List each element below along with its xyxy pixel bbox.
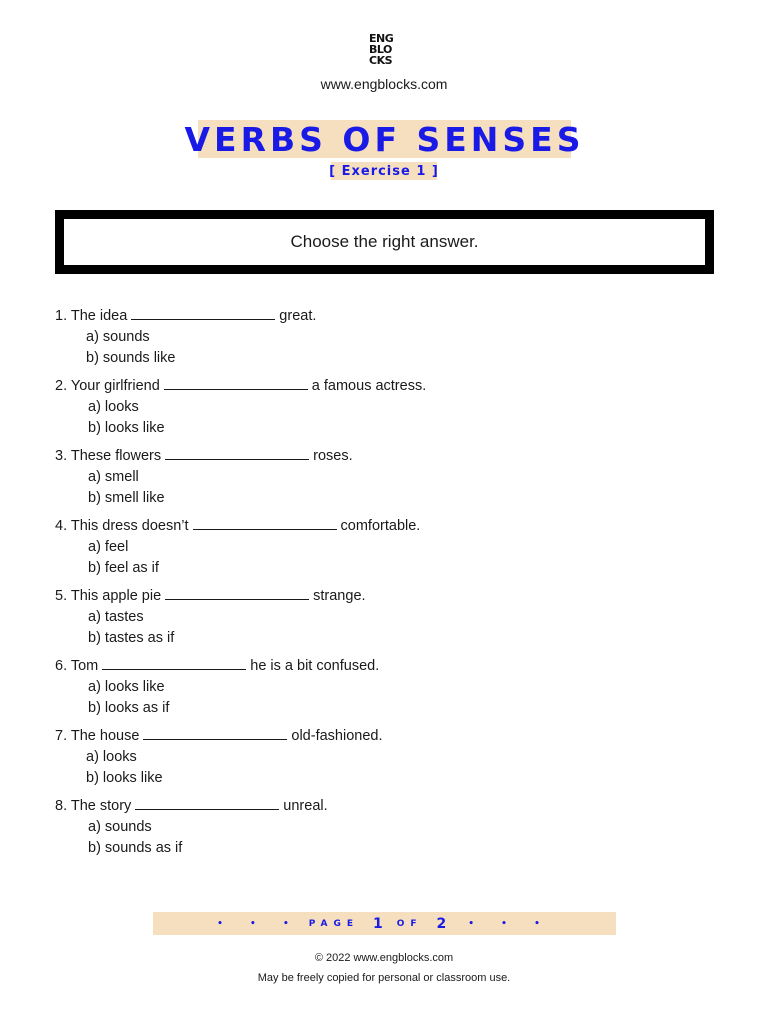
option-b: b) looks as if <box>88 700 170 716</box>
answer-blank <box>165 586 309 600</box>
option-b: b) feel as if <box>88 560 159 576</box>
option-a: a) sounds <box>86 329 150 345</box>
logo-line-1: ENG <box>369 32 394 45</box>
option-b: b) looks like <box>88 420 165 436</box>
question-8 <box>55 796 715 866</box>
question-text: 2. Your girlfriend <box>55 378 160 394</box>
answer-blank <box>143 726 287 740</box>
answer-blank <box>193 516 337 530</box>
question-5 <box>55 586 715 656</box>
page-title: VERBS OF SENSES <box>184 119 585 159</box>
question-text: 1. The idea <box>55 308 128 324</box>
question-text-end: roses. <box>313 448 353 464</box>
question-text: 8. The story <box>55 798 132 814</box>
question-3 <box>55 446 715 516</box>
page-dots-left: • • • <box>217 918 301 929</box>
question-text-end: he is a bit confused. <box>250 658 380 674</box>
option-b: b) sounds like <box>86 350 176 366</box>
question-list <box>55 306 715 866</box>
option-a: a) sounds <box>88 819 152 835</box>
question-text: 4. This dress doesn’t <box>55 518 189 534</box>
page-dots-right: • • • <box>468 918 552 929</box>
option-a: a) looks like <box>88 679 165 695</box>
option-a: a) tastes <box>88 609 144 625</box>
answer-blank <box>102 656 246 670</box>
question-text-end: strange. <box>313 588 366 604</box>
question-text-end: unreal. <box>283 798 328 814</box>
question-2 <box>55 376 715 446</box>
page-indicator <box>153 912 616 935</box>
question-7 <box>55 726 715 796</box>
question-6 <box>55 656 715 726</box>
question-1 <box>55 306 715 376</box>
question-text: 7. The house <box>55 728 140 744</box>
answer-blank <box>135 796 279 810</box>
option-b: b) smell like <box>88 490 165 506</box>
option-a: a) looks <box>86 749 137 765</box>
option-b: b) tastes as if <box>88 630 175 646</box>
license-note: May be freely copied for personal or classroom use. <box>257 972 511 984</box>
question-text: 3. These flowers <box>55 448 162 464</box>
title-highlight <box>184 119 585 159</box>
current-page: 1 <box>372 915 383 932</box>
question-text-end: a famous actress. <box>311 378 427 394</box>
copyright: © 2022 www.engblocks.com <box>314 952 454 964</box>
instruction-box <box>55 210 714 274</box>
option-a: a) smell <box>88 469 139 485</box>
option-b: b) looks like <box>86 770 163 786</box>
exercise-highlight <box>331 162 437 180</box>
page-word: PAGE <box>308 918 359 929</box>
option-a: a) feel <box>88 539 129 555</box>
total-pages: 2 <box>436 915 447 932</box>
question-text-end: comfortable. <box>340 518 421 534</box>
option-a: a) looks <box>88 399 139 415</box>
answer-blank <box>164 376 308 390</box>
question-text-end: old-fashioned. <box>291 728 383 744</box>
exercise-label: [ Exercise 1 ] <box>329 163 439 179</box>
engblocks-logo <box>369 33 401 66</box>
site-url: www.engblocks.com <box>320 76 448 92</box>
question-text: 6. Tom <box>55 658 99 674</box>
logo-line-3: CKS <box>369 54 393 67</box>
question-4 <box>55 516 715 586</box>
question-text-end: great. <box>279 308 317 324</box>
instruction-text: Choose the right answer. <box>290 232 479 251</box>
answer-blank <box>131 306 275 320</box>
logo-line-2: BLO <box>369 43 392 56</box>
option-b: b) sounds as if <box>88 840 183 856</box>
answer-blank <box>165 446 309 460</box>
question-text: 5. This apple pie <box>55 588 162 604</box>
of-word: OF <box>396 918 423 929</box>
